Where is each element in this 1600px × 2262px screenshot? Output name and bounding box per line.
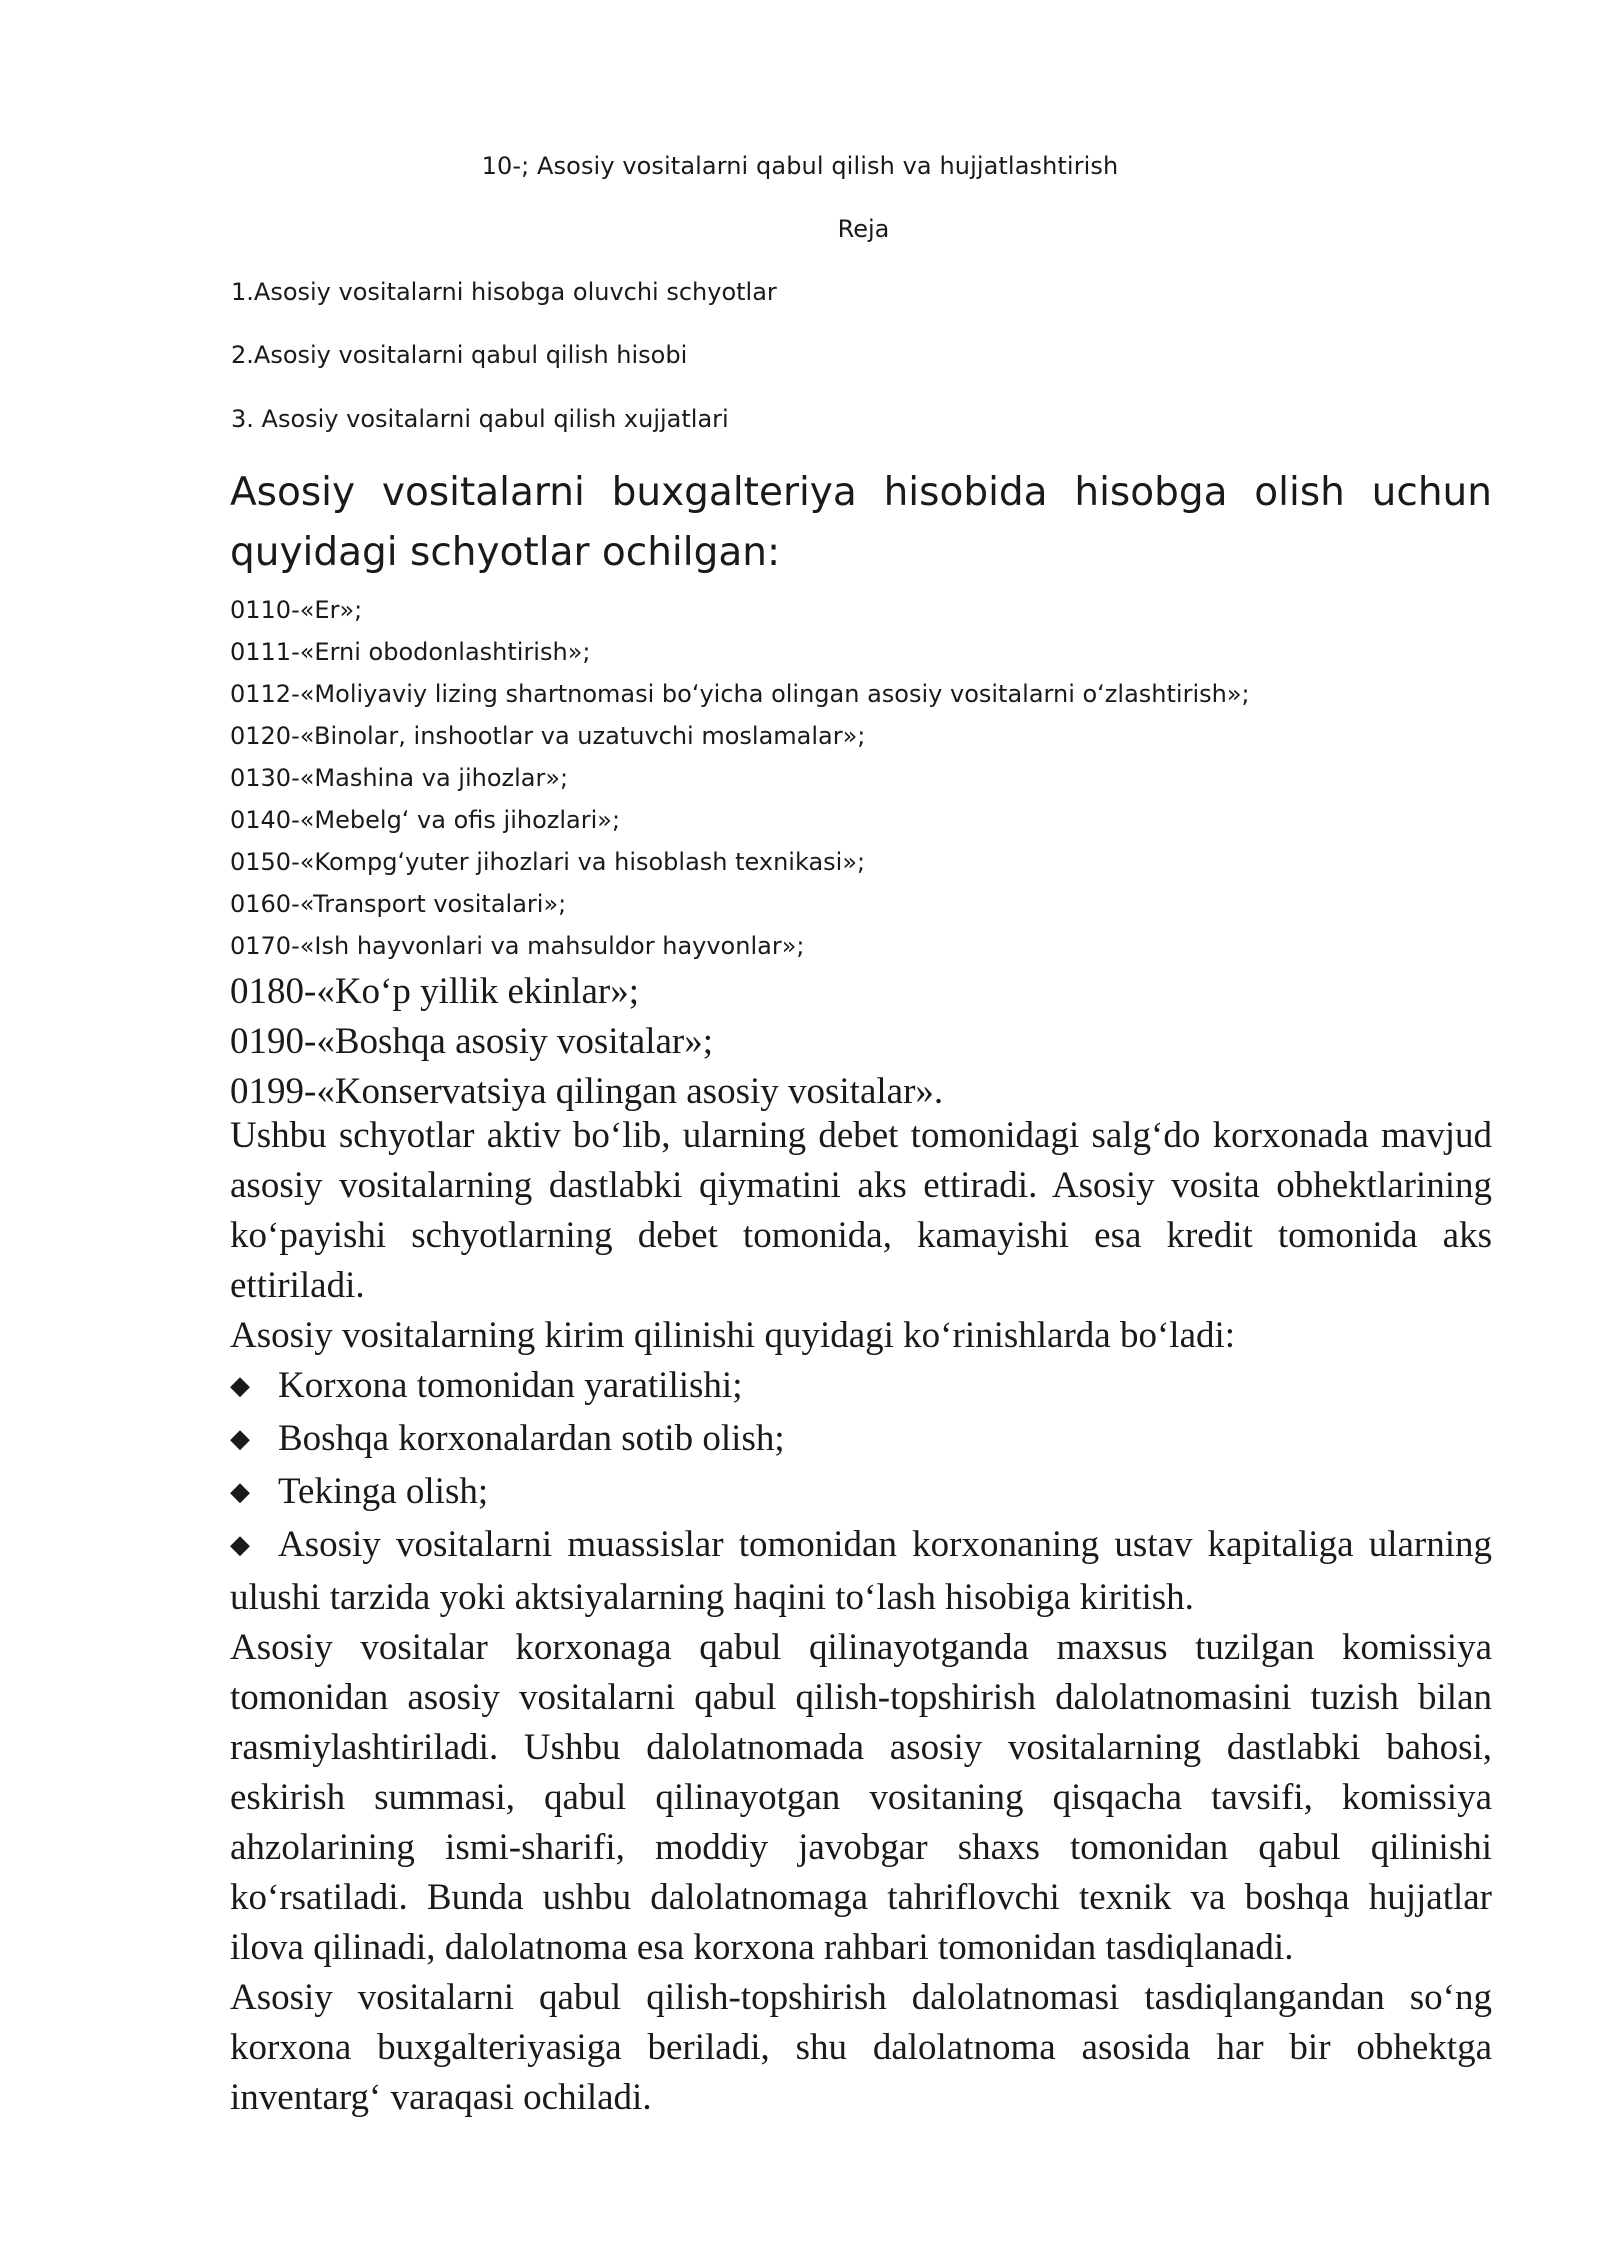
account-item: 0199-«Konservatsiya qilingan asosiy vositalar». bbox=[230, 1071, 944, 1112]
bullet-text: Tekinga olish; bbox=[278, 1471, 489, 1512]
bullet-item bbox=[230, 1520, 1492, 1623]
diamond-bullet-icon: ◆ bbox=[230, 1424, 250, 1453]
document-title: 10-; Asosiy vositalarni qabul qilish va hujjatlashtirish bbox=[481, 152, 1119, 180]
paragraph-inventory-card: Asosiy vositalarni qabul qilish-topshirish dalolatnomasi tasdiqlangandan soʻng korxona buxgalteriyasiga beriladi, shu dalolatnoma asosida har bir obhektga inventargʻ varaqasi ochiladi. bbox=[230, 1977, 1492, 2118]
account-item: 0112-«Moliyaviy lizing shartnomasi boʻyicha olingan asosiy vositalarni oʻzlashtirish»; bbox=[230, 680, 1250, 708]
account-list bbox=[230, 589, 1492, 1117]
diamond-bullet-icon: ◆ bbox=[230, 1371, 250, 1400]
paragraph-intro: Asosiy vositalarning kirim qilinishi quyidagi koʻrinishlarda boʻladi: bbox=[230, 1315, 1236, 1356]
account-item: 0190-«Boshqa asosiy vositalar»; bbox=[230, 1021, 714, 1062]
section-heading: Asosiy vositalarni buxgalteriya hisobida hisobga olish uchun quyidagi schyotlar ochilgan: bbox=[230, 470, 1492, 575]
account-item: 0120-«Binolar, inshootlar va uzatuvchi moslamalar»; bbox=[230, 722, 866, 750]
bullet-text: Asosiy vositalarni muassislar tomonidan korxonaning ustav kapitaliga ularning ulushi tarzida yoki aktsiyalarning haqini toʻlash hisobiga kiritish. bbox=[230, 1524, 1492, 1618]
bullet-item bbox=[230, 1361, 1492, 1414]
plan-heading: Reja bbox=[837, 215, 890, 243]
body-text bbox=[230, 1111, 1492, 2123]
account-item: 0180-«Koʻp yillik ekinlar»; bbox=[230, 971, 639, 1012]
paragraph-accounts-description: Ushbu schyotlar aktiv boʻlib, ularning debet tomonidagi salgʻdo korxonada mavjud asosiy vositalarning dastlabki qiymatini aks ettiradi. Asosiy vosita obhektlarining koʻpayishi schyotlarning debet tomonida, kamayishi esa kredit tomonida aks ettiriladi. bbox=[230, 1115, 1492, 1306]
plan-item-2: 2.Asosiy vositalarni qabul qilish hisobi bbox=[231, 341, 688, 369]
account-item: 0150-«Kompgʻyuter jihozlari va hisoblash texnikasi»; bbox=[230, 848, 866, 876]
bullet-item bbox=[230, 1467, 1492, 1520]
bullet-text: Boshqa korxonalardan sotib olish; bbox=[278, 1418, 785, 1459]
bullet-item bbox=[230, 1414, 1492, 1467]
account-item: 0110-«Er»; bbox=[230, 596, 363, 624]
diamond-bullet-icon: ◆ bbox=[230, 1530, 250, 1559]
account-item: 0160-«Transport vositalari»; bbox=[230, 890, 567, 918]
paragraph-commission: Asosiy vositalar korxonaga qabul qilinayotganda maxsus tuzilgan komissiya tomonidan asosiy vositalarni qabul qilish-topshirish dalolatnomasini tuzish bilan rasmiylashtiriladi. Ushbu dalolatnomada asosiy vositalarning dastlabki bahosi, eskirish summasi, qabul qilinayotgan vositaning qisqacha tavsifi, komissiya ahzolarining ismi-sharifi, moddiy javobgar shaxs tomonidan qabul qilinishi koʻrsatiladi. Bunda ushbu dalolatnomaga tahriflovchi texnik va boshqa hujjatlar ilova qilinadi, dalolatnoma esa korxona rahbari tomonidan tasdiqlanadi. bbox=[230, 1627, 1492, 1968]
account-item: 0170-«Ish hayvonlari va mahsuldor hayvonlar»; bbox=[230, 932, 805, 960]
plan-item-1: 1.Asosiy vositalarni hisobga oluvchi schyotlar bbox=[231, 278, 777, 306]
account-item: 0111-«Erni obodonlashtirish»; bbox=[230, 638, 591, 666]
bullet-text: Korxona tomonidan yaratilishi; bbox=[278, 1365, 743, 1406]
account-item: 0140-«Mebelgʻ va ofis jihozlari»; bbox=[230, 806, 621, 834]
diamond-bullet-icon: ◆ bbox=[230, 1477, 250, 1506]
plan-item-3: 3. Asosiy vositalarni qabul qilish xujjatlari bbox=[231, 405, 729, 433]
account-item: 0130-«Mashina va jihozlar»; bbox=[230, 764, 569, 792]
